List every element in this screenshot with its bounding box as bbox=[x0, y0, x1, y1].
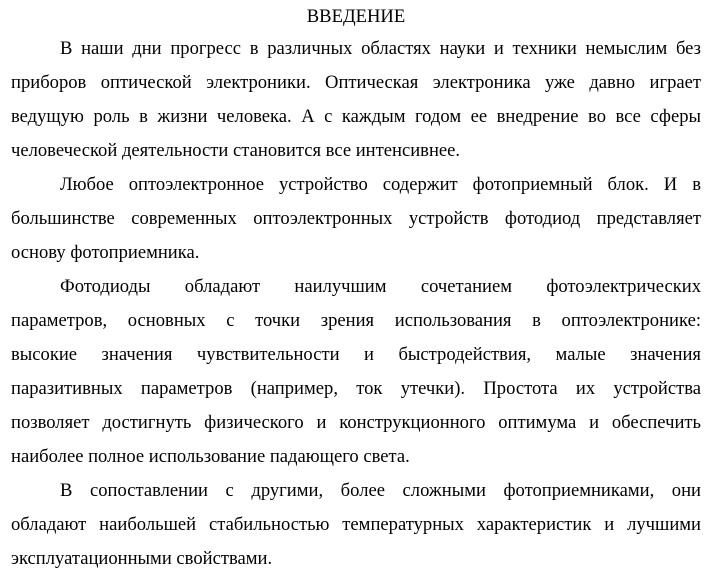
paragraph-line: обладают наибольшей стабильностью температурных характеристик и лучшими bbox=[11, 514, 701, 535]
paragraph-line: наиболее полное использование падающего света. bbox=[11, 446, 410, 467]
paragraph-4 bbox=[11, 474, 701, 576]
paragraph-2 bbox=[11, 168, 701, 270]
paragraph-line: большинстве современных оптоэлектронных устройств фотодиод представляет bbox=[11, 208, 701, 229]
paragraph-line: основу фотоприемника. bbox=[11, 242, 200, 263]
paragraph-line: Фотодиоды обладают наилучшим сочетанием фотоэлектрических bbox=[60, 276, 701, 297]
paragraph-line: приборов оптической электроники. Оптическая электроника уже давно играет bbox=[11, 72, 701, 93]
paragraph-line: паразитивных параметров (например, ток утечки). Простота их устройства bbox=[11, 378, 701, 399]
paragraph-line: Любое оптоэлектронное устройство содержит фотоприемный блок. И в bbox=[60, 174, 701, 195]
paragraph-line: высокие значения чувствительности и быстродействия, малые значения bbox=[11, 344, 701, 365]
paragraph-3 bbox=[11, 270, 701, 474]
paragraph-line: параметров, основных с точки зрения использования в оптоэлектронике: bbox=[11, 310, 701, 331]
paragraph-line: эксплуатационными свойствами. bbox=[11, 548, 273, 569]
paragraph-line: В наши дни прогресс в различных областях науки и техники немыслим без bbox=[60, 38, 701, 59]
paragraph-line: позволяет достигнуть физического и конструкционного оптимума и обеспечить bbox=[11, 412, 701, 433]
document-title: ВВЕДЕНИЕ bbox=[306, 6, 406, 27]
paragraph-line: человеческой деятельности становится все интенсивнее. bbox=[11, 140, 461, 161]
paragraph-line: В сопоставлении с другими, более сложными фотоприемниками, они bbox=[60, 480, 701, 501]
paragraph-1 bbox=[11, 32, 701, 168]
paragraph-line: ведущую роль в жизни человека. А с каждым годом ее внедрение во все сферы bbox=[11, 106, 701, 127]
